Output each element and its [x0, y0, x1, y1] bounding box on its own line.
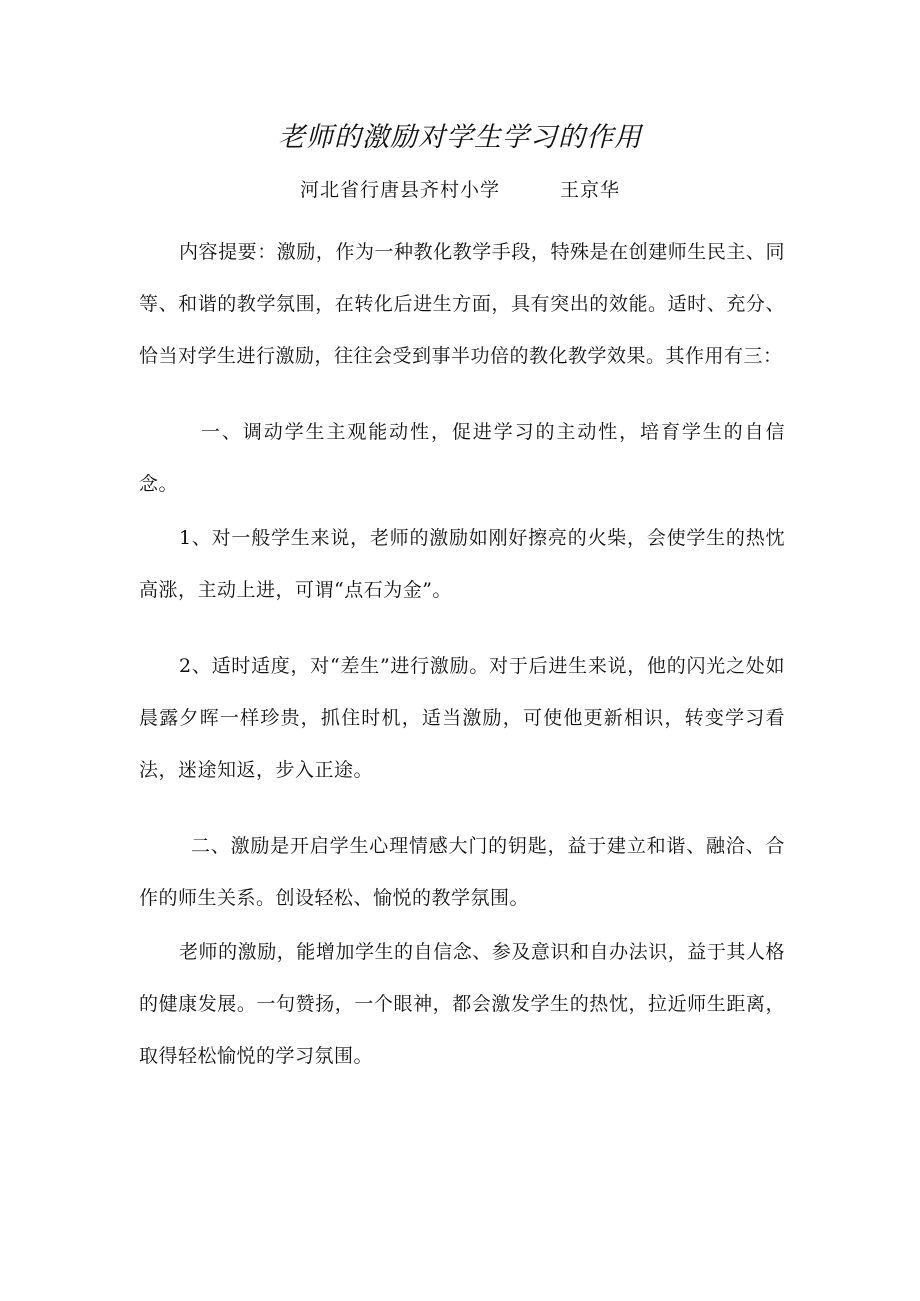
- point-2-paragraph: 2、适时适度，对“差生”进行激励。对于后进生来说，他的闪光之处如晨露夕晖一样珍贵，抓住时机，适当激励，可使他更新相识，转变学习看法，迷途知返，步入正途。: [139, 655, 785, 781]
- abstract-paragraph: 内容提要：激励，作为一种教化教学手段，特殊是在创建师生民主、同等、和谐的教学氛围，在转化后进生方面，具有突出的效能。适时、充分、恰当对学生进行激励，往往会受到事半功倍的教化教学效果。其作用有三：: [139, 241, 785, 367]
- document-body: [139, 226, 785, 1082]
- section-2-heading: 二、激励是开启学生心理情感大门的钥匙，益于建立和谐、融洽、合作的师生关系。创设轻松、愉悦的教学氛围。: [139, 835, 785, 909]
- document-title: 老师的激励对学生学习的作用: [278, 122, 642, 153]
- section-1-heading: 一、调动学生主观能动性，促进学习的主动性，培育学生的自信念。: [139, 421, 785, 495]
- section-2-paragraph: 老师的激励，能增加学生的自信念、参及意识和自办法识，益于其人格的健康发展。一句赞扬，一个眼神，都会激发学生的热忱，拉近师生距离，取得轻松愉悦的学习氛围。: [139, 941, 785, 1067]
- byline: [0, 172, 920, 208]
- school-name: 河北省行唐县齐村小学: [299, 179, 500, 201]
- author-name: 王京华: [560, 179, 621, 201]
- point-1-paragraph: 1、对一般学生来说，老师的激励如刚好擦亮的火柴，会使学生的热忱高涨，主动上进，可谓“点石为金”。: [139, 527, 785, 601]
